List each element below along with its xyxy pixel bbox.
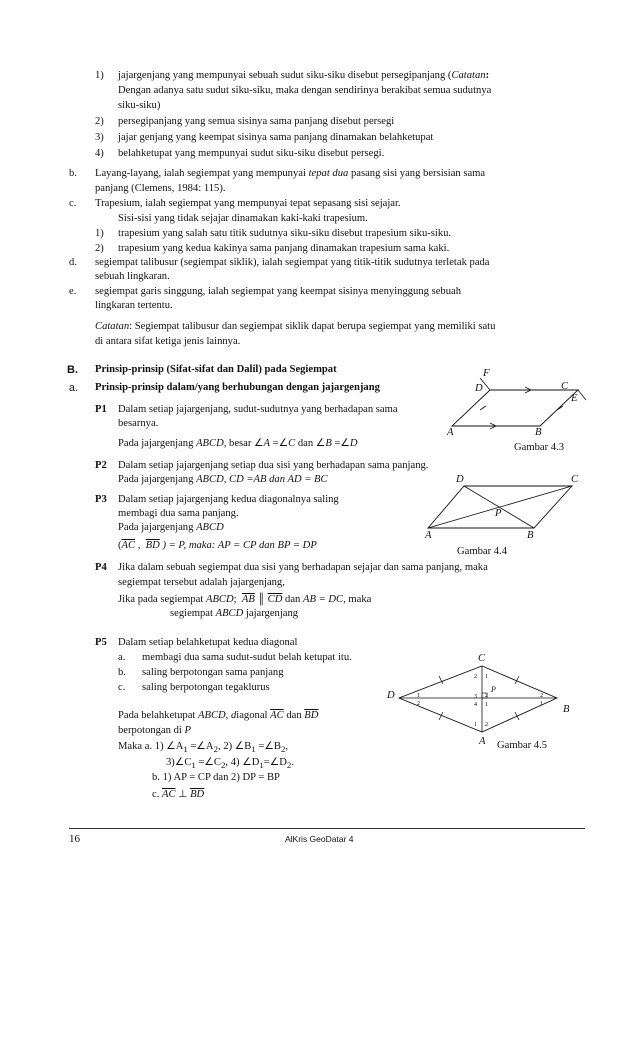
principle-text: Maka a. 1) $\angle A_1$ $=\angle A_2$, 2) $\angle B_1$ $=\angle B_2$, xyxy=(118,741,289,755)
principle-text: c. $\overline{AC}$ ⊥ $\overline{BD}$ xyxy=(152,789,205,800)
principle-text: Dalam setiap jajargenjang kedua diagonalnya saling xyxy=(118,494,339,505)
list-text: trapesium yang kedua kakinya sama panjang dinamakan trapesium sama kaki. xyxy=(118,243,450,254)
principle-text: $3)\angle C_1$ $=\angle C_2$, 4) $\angle D_1=\angle D_2$. xyxy=(166,757,294,771)
fig43-label-e: E xyxy=(571,393,578,404)
list-num: 2) xyxy=(95,116,104,127)
fig43-label-c: C xyxy=(561,381,569,392)
svg-text:2: 2 xyxy=(485,722,488,728)
principle-text: segiempat ABCD jajargenjang xyxy=(170,608,299,619)
fig43-label-a: A xyxy=(447,427,454,438)
list-text: jajar genjang yang keempat sisinya sama panjang dinamakan belahketupat xyxy=(118,132,434,143)
sub-text: membagi dua sama sudut-sudut belah ketupat itu. xyxy=(142,652,352,663)
fig43-label-b: B xyxy=(535,427,542,438)
principle-text: Jika pada segiempat ABCD; $\overline{AB}$ ║ $\overline{CD}$ dan AB = DC, maka xyxy=(118,594,372,605)
sub-text: saling berpotongan tegaklurus xyxy=(142,682,270,693)
list-num: 3) xyxy=(95,132,104,143)
fig45-label-d: D xyxy=(387,690,395,701)
principle-text: Dalam setiap belahketupat kedua diagonal xyxy=(118,637,298,648)
fig45-label-b: B xyxy=(563,704,570,715)
item-text: segiempat garis singgung, ialah segiempat yang keempat sisinya menyinggung sebuah xyxy=(95,286,461,297)
page-number: 16 xyxy=(69,833,80,845)
svg-text:1: 1 xyxy=(417,693,420,699)
item-letter: c. xyxy=(69,198,77,209)
list-text: trapesium yang salah satu titik sudutnya siku-siku disebut trapesium siku-siku. xyxy=(118,228,452,239)
fig45-label-c: C xyxy=(478,653,486,664)
list-text: persegipanjang yang semua sisinya sama panjang disebut persegi xyxy=(118,116,395,127)
fig45-caption: Gambar 4.5 xyxy=(497,740,548,751)
subsection-title: Prinsip-prinsip dalam/yang berhubungan dengan jajargenjang xyxy=(95,382,380,393)
fig44-label-b: B xyxy=(527,530,534,541)
principle-text: besarnya. xyxy=(118,418,159,429)
principle-label: P2 xyxy=(95,460,107,471)
principle-label: P3 xyxy=(95,494,107,505)
sub-letter: a. xyxy=(118,652,126,663)
principle-example: Pada jajargenjang ABCD, CD =AB dan AD = BC xyxy=(118,474,328,485)
sub-letter: c. xyxy=(118,682,126,693)
principle-text: Pada jajargenjang ABCD xyxy=(118,522,224,533)
note-text: di antara sifat ketiga jenis lainnya. xyxy=(95,336,241,347)
fig44-label-d: D xyxy=(456,474,464,485)
svg-text:2: 2 xyxy=(474,674,477,680)
item-text: sebuah lingkaran. xyxy=(95,271,170,282)
subsection-letter: a. xyxy=(69,382,78,394)
principle-label: P5 xyxy=(95,637,107,648)
principle-label: P4 xyxy=(95,562,107,573)
note-text: Catatan: Segiempat talibusur dan segiempat siklik dapat berupa segiempat yang memiliki satu xyxy=(95,321,496,332)
principle-text: Dalam setiap jajargenjang setiap dua sisi yang berhadapan sama panjang. xyxy=(118,460,429,471)
item-text: Layang-layang, ialah segiempat yang mempunyai tepat dua pasang sisi yang bersisian sama xyxy=(95,168,486,179)
svg-text:2: 2 xyxy=(485,693,488,699)
list-text: belahketupat yang mempunyai sudut siku-siku disebut persegi. xyxy=(118,148,385,159)
footer-title: AlKris GeoDatar 4 xyxy=(285,834,354,844)
sub-letter: b. xyxy=(118,667,126,678)
svg-text:1: 1 xyxy=(474,722,477,728)
fig43-label-d: D xyxy=(475,383,483,394)
principle-text: Dalam setiap jajargenjang, sudut-sudutnya yang berhadapan sama xyxy=(118,404,398,415)
principle-text: berpotongan di P xyxy=(118,725,191,736)
svg-text:1: 1 xyxy=(485,702,488,708)
list-text: siku-siku) xyxy=(118,100,161,111)
list-num: 1) xyxy=(95,70,104,81)
list-num: 4) xyxy=(95,148,104,159)
list-text: Dengan adanya satu sudut siku-siku, maka dengan sendirinya berakibat semua sudutnya xyxy=(118,85,492,96)
list-num: 1) xyxy=(95,228,104,239)
fig44-label-p: P xyxy=(495,508,502,519)
item-text: panjang (Clemens, 1984: 115). xyxy=(95,183,226,194)
svg-text:1: 1 xyxy=(485,674,488,680)
figure-4-5 xyxy=(395,660,565,745)
section-letter: B. xyxy=(67,364,78,376)
fig43-caption: Gambar 4.3 xyxy=(514,442,565,453)
principle-text: b. 1) AP = CP dan 2) DP = BP xyxy=(152,772,280,783)
item-letter: b. xyxy=(69,168,77,179)
fig44-label-c: C xyxy=(571,474,579,485)
svg-text:2: 2 xyxy=(417,701,420,707)
item-text: segiempat talibusur (segiempat siklik), ialah segiempat yang titik-titik sudutnya terletak pada xyxy=(95,257,490,268)
fig45-label-a: A xyxy=(479,736,486,747)
fig44-label-a: A xyxy=(425,530,432,541)
svg-text:3: 3 xyxy=(474,694,477,700)
svg-text:4: 4 xyxy=(474,702,477,708)
section-title: Prinsip-prinsip (Sifat-sifat dan Dalil) pada Segiempat xyxy=(95,364,337,375)
fig45-label-p: P xyxy=(491,685,496,694)
fig43-label-f: F xyxy=(483,368,490,379)
principle-text: membagi dua sama panjang. xyxy=(118,508,239,519)
list-num: 2) xyxy=(95,243,104,254)
fig44-caption: Gambar 4.4 xyxy=(457,546,508,557)
principle-label: P1 xyxy=(95,404,107,415)
svg-text:1: 1 xyxy=(540,701,543,707)
item-letter: e. xyxy=(69,286,77,297)
figure-4-3 xyxy=(440,368,590,438)
item-letter: d. xyxy=(69,257,77,268)
item-text: Sisi-sisi yang tidak sejajar dinamakan kaki-kaki trapesium. xyxy=(118,213,368,224)
principle-text: Jika dalam sebuah segiempat dua sisi yang berhadapan sejajar dan sama panjang, maka xyxy=(118,562,488,573)
principle-example: Pada jajargenjang ABCD, besar ∠A =∠C dan ∠B =∠D xyxy=(118,438,358,449)
item-text: Trapesium, ialah segiempat yang mempunyai tepat sepasang sisi sejajar. xyxy=(95,198,401,209)
principle-text: segiempat tersebut adalah jajargenjang, xyxy=(118,577,285,588)
sub-text: saling berpotongan sama panjang xyxy=(142,667,284,678)
item-text: lingkaran tertentu. xyxy=(95,300,173,311)
principle-text: Pada belahketupat ABCD, diagonal $\overline{AC}$ dan $\overline{BD}$ xyxy=(118,710,319,721)
principle-text: ($\overline{AC}$ , $\overline{BD}$ ) = P, maka: AP = CP dan BP = DP xyxy=(118,540,317,551)
list-text: jajargenjang yang mempunyai sebuah sudut siku-siku disebut persegipanjang (Catatan: xyxy=(118,70,490,81)
footer-rule xyxy=(69,828,585,829)
svg-text:2: 2 xyxy=(540,693,543,699)
